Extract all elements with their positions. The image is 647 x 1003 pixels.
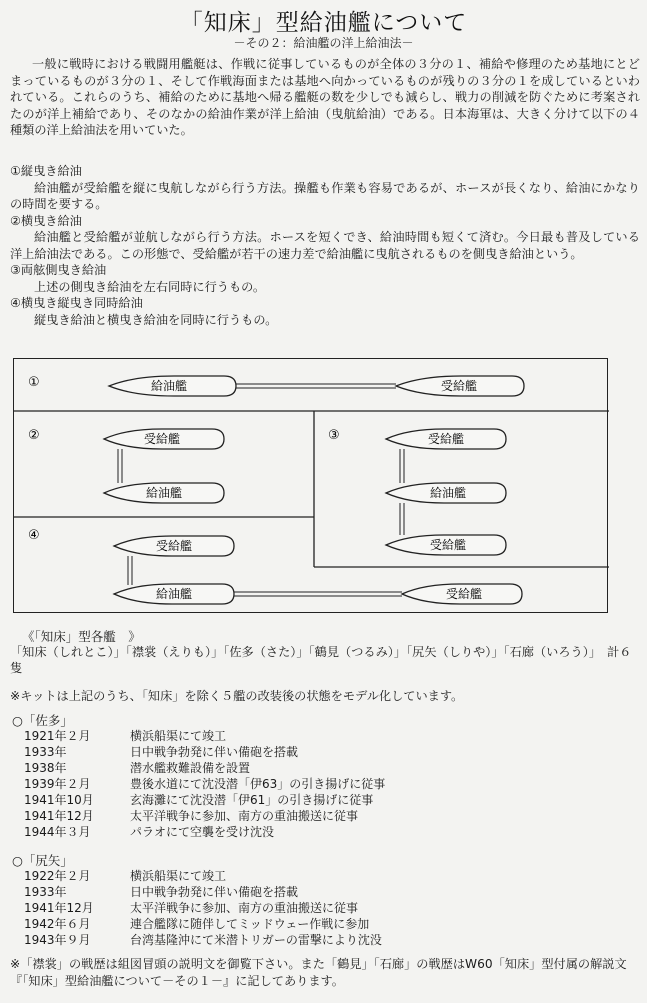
footer-note: ※「襟裳」の戦歴は組図冒頭の説明文を御覧下さい。また「鶴見」「石廊」の戦歴はW60「知床」型付属の解説文『「知床」型給油艦について－その１－』に記してあります。 [10, 957, 627, 988]
history-entry [24, 931, 382, 946]
ship-label-receiver: 受給艦 [427, 432, 465, 446]
history-date: 1941年12月 [24, 809, 94, 823]
history-entry [24, 743, 298, 758]
history-event: 潜水艦救難設備を設置 [130, 761, 251, 775]
history-date: 1921年２月 [24, 729, 91, 743]
intro-paragraph: 一般に戦時における戦闘用艦艇は、作戦に従事しているものが全体の３分の１、補給や修理のため基地にとどまっているものが３分の１、そして作戦海面または基地へ向かっているものが残りの３分の１を成しているといわれている。これらのうち、補給のために基地へ帰る艦艇の数を少しでも減らし、戦力の削減を防ぐために考案されたのが洋上補給であり、そのなかの給油作業が洋上給油（曳航給油）である。日本海軍は、大きく分けて以下の４種類の洋上給油法を用いていた。 [10, 57, 640, 137]
refueling-diagram-svg [14, 359, 609, 614]
history-event: 太平洋戦争に参加、南方の重油搬送に従事 [130, 809, 359, 823]
history-date: 1938年 [24, 761, 67, 775]
method-title: ④横曳き縦曳き同時給油 [10, 296, 143, 310]
page-subtitle: －その２：給油艦の洋上給油法－ [233, 36, 414, 50]
history-date: 1942年６月 [24, 917, 91, 931]
method-title: ①縦曳き給油 [10, 164, 82, 178]
history-event: 横浜船渠にて竣工 [130, 869, 227, 883]
panel-1-inline [109, 376, 524, 396]
history-date: 1939年２月 [24, 777, 91, 791]
refueling-diagram [13, 358, 608, 613]
panel-number: ① [28, 375, 40, 390]
history-date: 1943年９月 [24, 933, 91, 947]
ship-label-receiver: 受給艦 [155, 539, 193, 553]
ship-label-oiler: 給油艦 [145, 486, 183, 500]
history-event: 横浜船渠にて竣工 [130, 729, 227, 743]
history-event: 台湾基隆沖にて米潜トリガーの雷撃により沈没 [130, 933, 382, 947]
ship-label-receiver: 受給艦 [143, 432, 181, 446]
history-event: 豊後水道にて沈没潜「伊63」の引き揚げに従事 [130, 777, 386, 791]
ship-label-oiler: 給油艦 [155, 587, 193, 601]
history-event: 太平洋戦争に参加、南方の重油搬送に従事 [130, 901, 359, 915]
method-description: 上述の側曳き給油を左右同時に行うもの。 [34, 279, 266, 294]
method-description: 給油艦が受給艦を縦に曳航しながら行う方法。操艦も作業も容易であるが、ホースが長くなり、給油にかなりの時間を要する。 [10, 180, 640, 211]
history-entry [24, 807, 358, 822]
history-heading: ○「尻矢」 [12, 853, 73, 868]
kit-note: ※キットは上記のうち、「知床」を除く５艦の改装後の状態をモデル化しています。 [10, 689, 464, 703]
ship-label-oiler: 給油艦 [429, 486, 467, 500]
method-description: 縦曳き給油と横曳き給油を同時に行うもの。 [34, 312, 278, 327]
history-date: 1941年10月 [24, 793, 94, 807]
history-entry [24, 823, 274, 838]
history-event: 連合艦隊に随伴してミッドウェー作戦に参加 [130, 917, 370, 931]
method-title: ②横曳き給油 [10, 213, 82, 228]
history-date: 1922年２月 [24, 869, 91, 883]
panel-number: ② [28, 428, 40, 443]
panel-number: ③ [328, 428, 340, 443]
history-entry [24, 883, 298, 898]
panel-number: ④ [28, 528, 40, 543]
history-entry [24, 759, 250, 774]
history-date: 1933年 [24, 885, 67, 899]
history-entry [24, 727, 226, 742]
panel-2-alongside [104, 429, 224, 503]
method-description: 給油艦と受給艦が並航しながら行う方法。ホースを短くでき、給油時間も短くて済む。今日最も普及している洋上給油法である。この形態で、受給艦が若干の速力差で給油艦に曳航されるものを側曳き給油という。 [10, 230, 640, 261]
ship-label-receiver: 受給艦 [440, 379, 478, 393]
ships-section-title: 《「知床」型各艦 》 [22, 629, 141, 644]
history-entry [24, 775, 385, 790]
methods-list [10, 163, 640, 328]
ship-label-oiler: 給油艦 [150, 379, 188, 393]
ships-list: 「知床（しれとこ）」「襟裳（えりも）」「佐多（さた）」「鶴見（つるみ）」「尻矢（しりや）」「石廊（いろう）」 計６隻 [10, 645, 632, 675]
history-entry [24, 915, 369, 930]
history-entry [24, 791, 373, 806]
history-date: 1933年 [24, 745, 67, 759]
page-title: 「知床」型給油艦について [179, 10, 468, 36]
history-event: パラオにて空襲を受け沈没 [130, 825, 275, 839]
history-event: 日中戦争勃発に伴い備砲を搭載 [130, 745, 299, 759]
history-heading: ○「佐多」 [12, 713, 73, 728]
method-title: ③両舷側曳き給油 [10, 263, 107, 277]
ship-label-receiver: 受給艦 [445, 587, 483, 601]
history-event: 日中戦争勃発に伴い備砲を搭載 [130, 885, 299, 899]
history-date: 1941年12月 [24, 901, 94, 915]
history-date: 1944年３月 [24, 825, 91, 839]
history-entry [24, 899, 358, 914]
panel-3-both-sides [386, 429, 506, 555]
history-entry [24, 867, 226, 882]
history-event: 玄海灘にて沈没潜「伊61」の引き揚げに従事 [130, 793, 374, 807]
ship-label-receiver: 受給艦 [429, 538, 467, 552]
